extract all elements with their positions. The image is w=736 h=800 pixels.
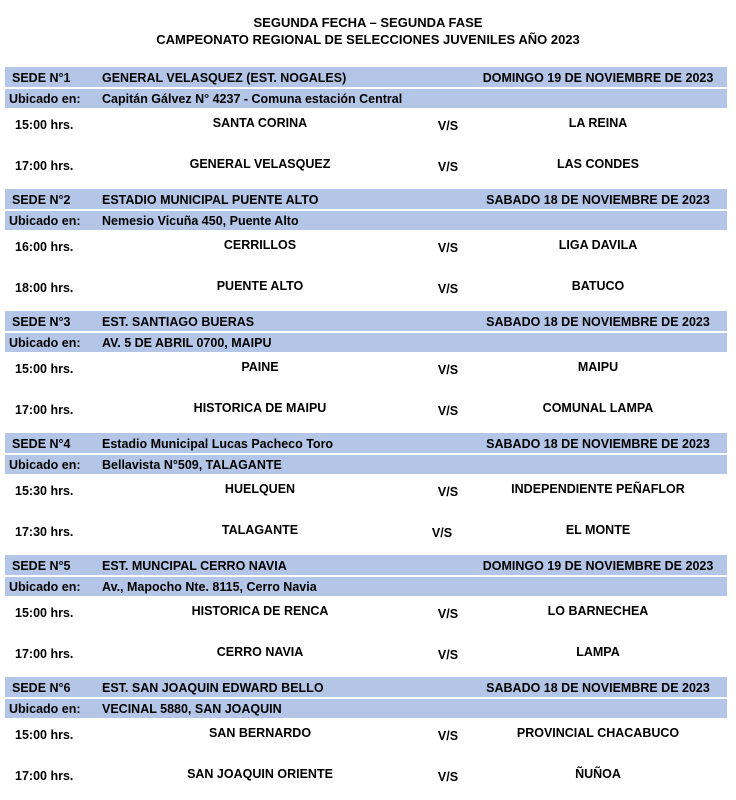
ubicado-label: Ubicado en: xyxy=(9,580,81,594)
versus-label: V/S xyxy=(437,607,459,621)
sede-block xyxy=(0,677,736,799)
home-team: SANTA CORINA xyxy=(212,116,308,130)
match-row xyxy=(0,360,736,380)
sede-number: SEDE N°6 xyxy=(12,681,71,695)
venue-address: Nemesio Vicuña 450, Puente Alto xyxy=(102,214,299,228)
ubicado-label: Ubicado en: xyxy=(9,458,81,472)
home-team: HISTORICA DE RENCA xyxy=(191,604,329,618)
venue-address: Bellavista N°509, TALAGANTE xyxy=(102,458,282,472)
away-team: LO BARNECHEA xyxy=(547,604,649,618)
venue-name: ESTADIO MUNICIPAL PUENTE ALTO xyxy=(102,193,319,207)
sede-block xyxy=(0,67,736,189)
away-team: LAMPA xyxy=(576,645,620,659)
header-row-divider xyxy=(5,575,727,577)
home-team: CERRO NAVIA xyxy=(216,645,304,659)
venue-name: GENERAL VELASQUEZ (EST. NOGALES) xyxy=(102,71,347,85)
home-team: GENERAL VELASQUEZ xyxy=(189,157,331,171)
home-team: PAINE xyxy=(241,360,279,374)
document-subtitle: CAMPEONATO REGIONAL DE SELECCIONES JUVENILES AÑO 2023 xyxy=(156,32,580,47)
versus-label: V/S xyxy=(437,241,459,255)
match-date: DOMINGO 19 DE NOVIEMBRE DE 2023 xyxy=(482,559,714,573)
header-row-divider xyxy=(5,453,727,455)
home-team: TALAGANTE xyxy=(221,523,299,537)
header-row-divider xyxy=(5,209,727,211)
home-team: PUENTE ALTO xyxy=(216,279,304,293)
match-row xyxy=(0,238,736,258)
away-team: PROVINCIAL CHACABUCO xyxy=(516,726,680,740)
sede-block xyxy=(0,311,736,433)
match-row xyxy=(0,401,736,421)
home-team: SAN BERNARDO xyxy=(208,726,312,740)
match-row xyxy=(0,116,736,136)
match-row xyxy=(0,645,736,665)
away-team: MAIPU xyxy=(577,360,619,374)
sede-number: SEDE N°5 xyxy=(12,559,71,573)
sede-block xyxy=(0,433,736,555)
match-time: 15:00 hrs. xyxy=(15,362,74,376)
match-date: SABADO 18 DE NOVIEMBRE DE 2023 xyxy=(486,681,710,695)
match-row xyxy=(0,482,736,502)
match-row xyxy=(0,767,736,787)
away-team: INDEPENDIENTE PEÑAFLOR xyxy=(511,482,685,496)
match-time: 18:00 hrs. xyxy=(15,281,74,295)
venue-name: EST. SANTIAGO BUERAS xyxy=(102,315,255,329)
header-row-divider xyxy=(5,697,727,699)
match-time: 15:00 hrs. xyxy=(15,606,74,620)
venue-name: EST. SAN JOAQUIN EDWARD BELLO xyxy=(102,681,324,695)
sede-number: SEDE N°3 xyxy=(12,315,71,329)
ubicado-label: Ubicado en: xyxy=(9,336,81,350)
venue-address: Capitán Gálvez N° 4237 - Comuna estación Central xyxy=(102,92,403,106)
ubicado-label: Ubicado en: xyxy=(9,92,81,106)
match-time: 15:00 hrs. xyxy=(15,118,74,132)
ubicado-label: Ubicado en: xyxy=(9,214,81,228)
match-row xyxy=(0,523,736,543)
match-row xyxy=(0,279,736,299)
match-time: 16:00 hrs. xyxy=(15,240,74,254)
home-team: CERRILLOS xyxy=(223,238,297,252)
home-team: HUELQUEN xyxy=(224,482,296,496)
away-team: ÑUÑOA xyxy=(575,767,621,781)
venue-address: Av., Mapocho Nte. 8115, Cerro Navia xyxy=(102,580,317,594)
versus-label: V/S xyxy=(437,363,459,377)
away-team: LAS CONDES xyxy=(557,157,639,171)
sede-block xyxy=(0,189,736,311)
versus-label: V/S xyxy=(437,119,459,133)
away-team: COMUNAL LAMPA xyxy=(542,401,654,415)
match-time: 17:00 hrs. xyxy=(15,769,74,783)
ubicado-label: Ubicado en: xyxy=(9,702,81,716)
match-date: SABADO 18 DE NOVIEMBRE DE 2023 xyxy=(486,193,710,207)
venue-address: AV. 5 DE ABRIL 0700, MAIPU xyxy=(102,336,272,350)
away-team: LIGA DAVILA xyxy=(558,238,638,252)
away-team: EL MONTE xyxy=(565,523,631,537)
versus-label: V/S xyxy=(437,648,459,662)
home-team: HISTORICA DE MAIPU xyxy=(193,401,327,415)
match-row xyxy=(0,726,736,746)
versus-label: V/S xyxy=(431,526,453,540)
away-team: LA REINA xyxy=(568,116,628,130)
versus-label: V/S xyxy=(437,282,459,296)
versus-label: V/S xyxy=(437,485,459,499)
sede-number: SEDE N°4 xyxy=(12,437,71,451)
away-team: BATUCO xyxy=(571,279,625,293)
versus-label: V/S xyxy=(437,770,459,784)
match-date: SABADO 18 DE NOVIEMBRE DE 2023 xyxy=(486,315,710,329)
versus-label: V/S xyxy=(437,404,459,418)
venue-name: EST. MUNCIPAL CERRO NAVIA xyxy=(102,559,287,573)
sede-number: SEDE N°1 xyxy=(12,71,71,85)
venue-name: Estadio Municipal Lucas Pacheco Toro xyxy=(102,437,334,451)
match-time: 15:00 hrs. xyxy=(15,728,74,742)
match-time: 17:00 hrs. xyxy=(15,159,74,173)
match-time: 15:30 hrs. xyxy=(15,484,74,498)
match-date: SABADO 18 DE NOVIEMBRE DE 2023 xyxy=(486,437,710,451)
venue-address: VECINAL 5880, SAN JOAQUIN xyxy=(102,702,282,716)
versus-label: V/S xyxy=(437,160,459,174)
sede-number: SEDE N°2 xyxy=(12,193,71,207)
versus-label: V/S xyxy=(437,729,459,743)
match-date: DOMINGO 19 DE NOVIEMBRE DE 2023 xyxy=(482,71,714,85)
match-row xyxy=(0,604,736,624)
match-time: 17:30 hrs. xyxy=(15,525,74,539)
document-title: SEGUNDA FECHA – SEGUNDA FASE xyxy=(253,15,483,30)
match-row xyxy=(0,157,736,177)
header-row-divider xyxy=(5,87,727,89)
sede-block xyxy=(0,555,736,677)
match-time: 17:00 hrs. xyxy=(15,403,74,417)
home-team: SAN JOAQUIN ORIENTE xyxy=(187,767,333,781)
match-time: 17:00 hrs. xyxy=(15,647,74,661)
header-row-divider xyxy=(5,331,727,333)
